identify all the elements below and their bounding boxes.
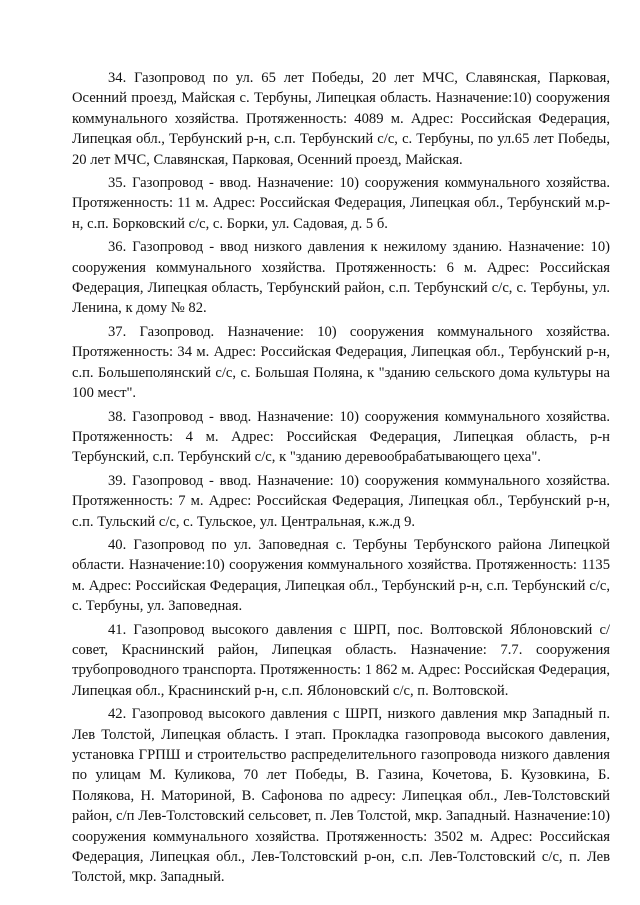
list-item-38: 38. Газопровод - ввод. Назначение: 10) сооружения коммунального хозяйства. Протяженность: 4 м. Адрес: Российская Федерация, Липецкая область, р-н Тербунский, с.п. Тербунский с/с, к "зданию деревообрабатывающего цеха". bbox=[72, 408, 610, 466]
list-item-42: 42. Газопровод высокого давления с ШРП, низкого давления мкр Западный п. Лев Толстой, Липецкая область. I этап. Прокладка газопровода высокого давления, установка ГРПШ и строительство распределительного газопровода низкого давления по улицам М. Куликова, 70 лет Победы, В. Газина, Кочетова, Б. Кузовкина, Б. Полякова, Н. Маториной, В. Сафонова по адресу: Липецкая обл., Лев-Толстовский район, с/п Лев-Толстовский сельсовет, п. Лев Толстой, мкр. Западный. Назначение:10) сооружения коммунального хозяйства. Протяженность: 3502 м. Адрес: Российская Федерация, Липецкая обл., Лев-Толстовский р-он, с.п. Лев-Толстовский с/с, п. Лев Толстой, мкр. Западный. bbox=[72, 706, 610, 886]
list-item-41: 41. Газопровод высокого давления с ШРП, пос. Волтовской Яблоновский с/совет, Краснинский район, Липецкая область. Назначение: 7.7. сооружения трубопроводного транспорта. Протяженность: 1 862 м. Адрес: Российская Федерация, Липецкая обл., Краснинский р-н, с.п. Яблоновский с/с, п. Волтовской. bbox=[72, 621, 610, 699]
list-item-34: 34. Газопровод по ул. 65 лет Победы, 20 лет МЧС, Славянская, Парковая, Осенний проезд, Майская с. Тербуны, Липецкая область. Назначение:10) сооружения коммунального хозяйства. Протяженность: 4089 м. Адрес: Российская Федерация, Липецкая обл., Тербунский р-н, с.п. Тербунский с/с, с. Тербуны, по ул.65 лет Победы, 20 лет МЧС, Славянская, Парковая, Осенний проезд, Майская. bbox=[72, 70, 610, 168]
list-item-35: 35. Газопровод - ввод. Назначение: 10) сооружения коммунального хозяйства. Протяженность: 11 м. Адрес: Российская Федерация, Липецкая обл., Тербунский м.р-н, с.п. Борковский с/с, с. Борки, ул. Садовая, д. 5 б. bbox=[72, 175, 610, 232]
list-item-37: 37. Газопровод. Назначение: 10) сооружения коммунального хозяйства. Протяженность: 34 м. Адрес: Российская Федерация, Липецкая обл., Тербунский р-н, с.п. Большеполянский с/с, с. Большая Поляна, к "зданию сельского дома культуры на 100 мест". bbox=[72, 323, 610, 402]
list-item-39: 39. Газопровод - ввод. Назначение: 10) сооружения коммунального хозяйства. Протяженность: 7 м. Адрес: Российская Федерация, Липецкая обл., Тербунский р-н, с.п. Тульский с/с, с. Тульское, ул. Центральная, к.ж.д 9. bbox=[72, 472, 610, 530]
list-item-40: 40. Газопровод по ул. Заповедная с. Тербуны Тербунского района Липецкой области. Назначение:10) сооружения коммунального хозяйства. Протяженность: 1135 м. Адрес: Российская Федерация, Липецкая обл., Тербунский р-н, с.п. Тербунский с/с, с. Тербуны, ул. Заповедная. bbox=[72, 536, 610, 615]
document-body bbox=[72, 68, 610, 891]
list-item-36: 36. Газопровод - ввод низкого давления к нежилому зданию. Назначение: 10) сооружения коммунального хозяйства. Протяженность: 6 м. Адрес: Российская Федерация, Липецкая область, Тербунский район, с.п. Тербунский с/с, с. Тербуны, ул. Ленина, к дому № 82. bbox=[72, 239, 610, 317]
